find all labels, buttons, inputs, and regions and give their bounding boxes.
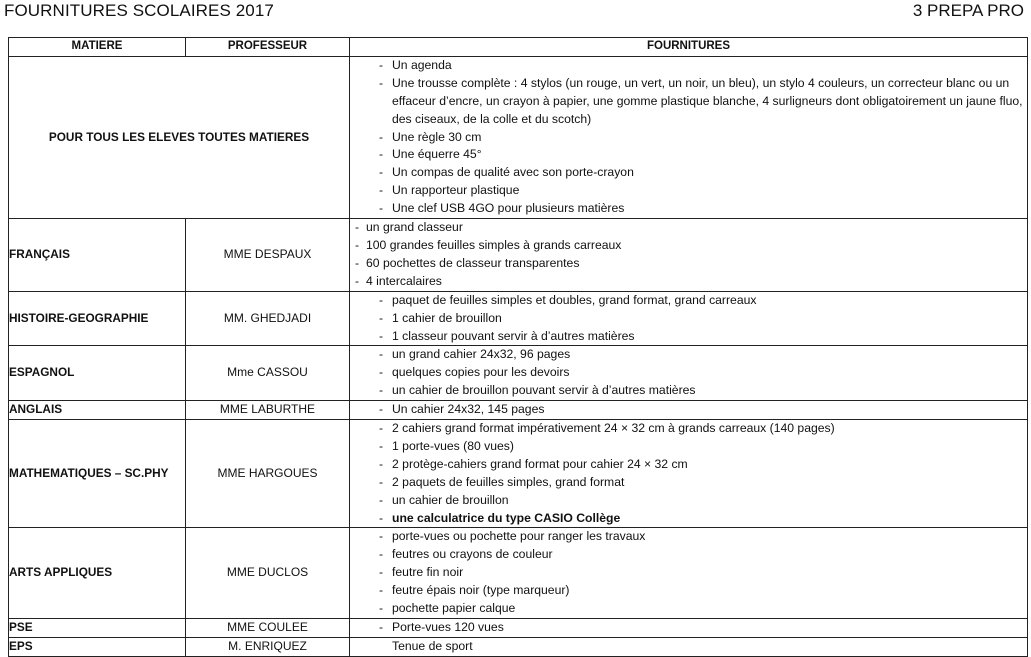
list-item: - 1 porte-vues (80 vues) [379, 438, 514, 453]
list-item: - Une règle 30 cm [379, 129, 482, 144]
subject-cell: MATHEMATIQUES – SC.PHY [9, 420, 186, 528]
list-item: - 2 protège-cahiers grand format pour cahier 24 × 32 cm [379, 456, 688, 471]
table-row [9, 637, 1028, 656]
list-item: - 100 grandes feuilles simples à grands carreaux [355, 237, 622, 252]
list-item: - 2 cahiers grand format impérativement 24 × 32 cm à grands carreaux (140 pages) [379, 421, 835, 436]
table-row [9, 528, 1028, 619]
teacher-cell: MME DUCLOS [186, 528, 350, 619]
supplies-cell [350, 637, 1028, 656]
supplies-cell [350, 619, 1028, 638]
supplies-list [350, 57, 1027, 218]
subject-cell: HISTOIRE-GEOGRAPHIE [9, 291, 186, 346]
list-item: - Un rapporteur plastique [379, 183, 520, 198]
teacher-cell: MME LABURTHE [186, 401, 350, 420]
column-header-teacher: PROFESSEUR [186, 38, 350, 57]
teacher-cell: M. ENRIQUEZ [186, 637, 350, 656]
subject-cell: ANGLAIS [9, 401, 186, 420]
supplies-cell [350, 291, 1028, 346]
list-item: - porte-vues ou pochette pour ranger les travaux [379, 529, 646, 544]
list-item: - 4 intercalaires [355, 273, 442, 288]
table-row [9, 619, 1028, 638]
supplies-list [350, 638, 1027, 656]
list-item: - feutre fin noir [379, 565, 464, 580]
table-row [9, 420, 1028, 528]
list-item: - une calculatrice du type CASIO Collège [379, 510, 621, 525]
subject-cell: PSE [9, 619, 186, 638]
teacher-cell: MME DESPAUX [186, 219, 350, 292]
table-row [9, 291, 1028, 346]
list-item: - Une trousse complète : 4 stylos (un rouge, un vert, un noir, un bleu), un stylo 4 couleurs, un correcteur blanc ou un effaceur d’encre, un crayon à papier, une gomme plastique blanche, 4 surligneurs dont obligatoirement un jaune fluo, des ciseaux, de la colle et du scotch) [379, 75, 1023, 126]
page-title: FOURNITURES SCOLAIRES 2017 [4, 1, 274, 20]
table-row [9, 219, 1028, 292]
list-item: - feutres ou crayons de couleur [379, 547, 553, 562]
table-row [9, 56, 1028, 218]
list-item: - 60 pochettes de classeur transparentes [355, 255, 580, 270]
list-item: - pochette papier calque [379, 601, 516, 616]
list-item: - Une équerre 45° [379, 147, 482, 162]
column-header-supplies: FOURNITURES [350, 38, 1028, 57]
list-item: - quelques copies pour les devoirs [379, 365, 570, 380]
supplies-list [350, 346, 1027, 400]
list-item: Tenue de sport [392, 638, 473, 653]
subject-cell: FRANÇAIS [9, 219, 186, 292]
table-row [9, 401, 1028, 420]
list-item: - 2 paquets de feuilles simples, grand format [379, 474, 625, 489]
teacher-cell: MM. GHEDJADI [186, 291, 350, 346]
teacher-cell: MME HARGOUES [186, 420, 350, 528]
list-item: - Une clef USB 4GO pour plusieurs matières [379, 201, 625, 216]
class-level-label: 3 PREPA PRO [912, 1, 1024, 20]
supplies-table [8, 37, 1028, 657]
supplies-cell [350, 420, 1028, 528]
supplies-list [350, 528, 1027, 618]
list-item: - Porte-vues 120 vues [379, 620, 504, 634]
subject-cell: POUR TOUS LES ELEVES TOUTES MATIERES [9, 56, 350, 218]
supplies-cell [350, 219, 1028, 292]
supplies-list [350, 219, 1027, 291]
supplies-list [350, 292, 1027, 346]
column-header-subject: MATIERE [9, 38, 186, 57]
subject-cell: EPS [9, 637, 186, 656]
supplies-list [350, 420, 1027, 527]
supplies-list [350, 401, 1027, 419]
list-item: - Un compas de qualité avec son porte-crayon [379, 165, 634, 180]
supplies-cell [350, 528, 1028, 619]
list-item: - paquet de feuilles simples et doubles, grand format, grand carreaux [379, 292, 757, 307]
list-item: - Un agenda [379, 57, 452, 72]
list-item: - feutre épais noir (type marqueur) [379, 583, 570, 598]
list-item: - Un cahier 24x32, 145 pages [379, 402, 545, 417]
subject-cell: ESPAGNOL [9, 346, 186, 401]
subject-cell: ARTS APPLIQUES [9, 528, 186, 619]
table-header-row [9, 38, 1028, 57]
list-item: - 1 classeur pouvant servir à d’autres matières [379, 328, 635, 343]
supplies-cell [350, 56, 1028, 218]
list-item: - un cahier de brouillon pouvant servir à d’autres matières [379, 383, 696, 398]
list-item: - un grand classeur [355, 220, 463, 235]
supplies-list [350, 619, 1027, 637]
teacher-cell: MME COULEE [186, 619, 350, 638]
supplies-cell [350, 401, 1028, 420]
teacher-cell: Mme CASSOU [186, 346, 350, 401]
list-item: - un cahier de brouillon [379, 492, 509, 507]
list-item: - un grand cahier 24x32, 96 pages [379, 347, 571, 362]
supplies-cell [350, 346, 1028, 401]
list-item: - 1 cahier de brouillon [379, 310, 502, 325]
table-row [9, 346, 1028, 401]
